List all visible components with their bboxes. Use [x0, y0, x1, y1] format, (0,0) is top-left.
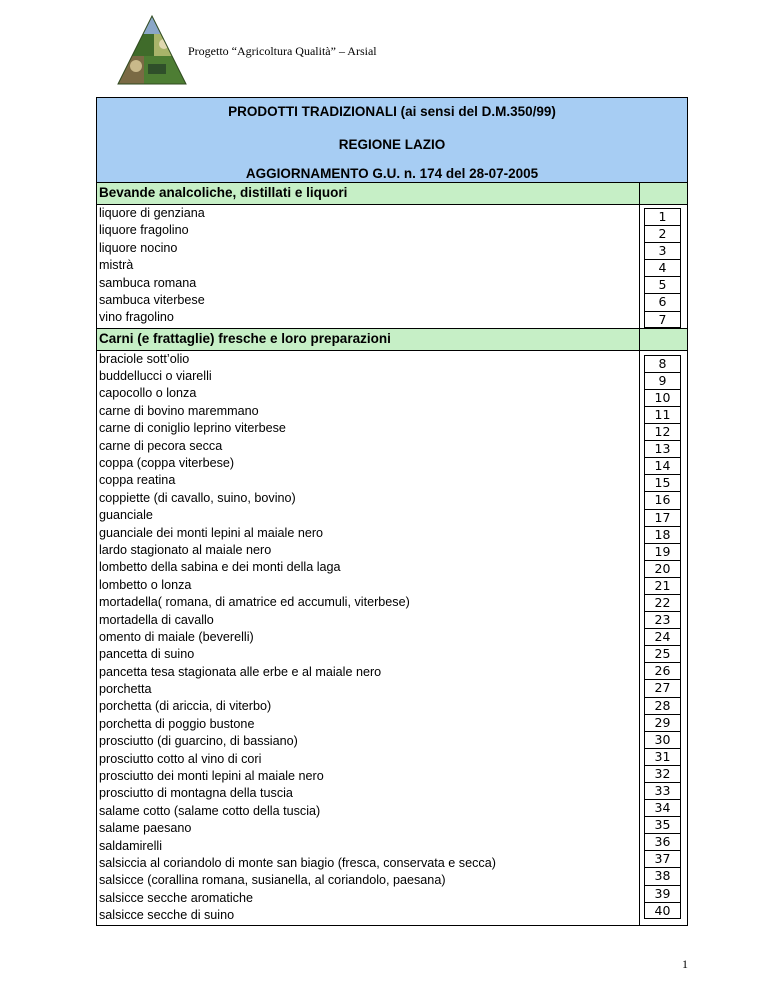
product-item: liquore fragolino — [99, 223, 189, 238]
product-item: vino fragolino — [99, 310, 174, 325]
category-group — [97, 205, 687, 329]
product-number: 40 — [644, 902, 681, 919]
product-item: omento di maiale (beverelli) — [99, 629, 254, 644]
product-item: mistrà — [99, 258, 134, 273]
product-item: coppa reatina — [99, 473, 176, 488]
category-label: Bevande analcoliche, distillati e liquori — [99, 185, 348, 200]
product-number: 7 — [644, 311, 681, 328]
product-number: 38 — [644, 867, 681, 884]
product-item: carne di bovino maremmano — [99, 403, 259, 418]
product-item: carne di pecora secca — [99, 438, 223, 453]
items-column — [97, 351, 639, 925]
product-item: salsicce secche di suino — [99, 908, 235, 923]
product-number: 2 — [644, 225, 681, 242]
product-number: 10 — [644, 389, 681, 406]
product-item: sambuca viterbese — [99, 292, 205, 307]
product-number: 30 — [644, 731, 681, 748]
product-number: 5 — [644, 276, 681, 293]
category-group — [97, 351, 687, 925]
product-item: mortadella( romana, di amatrice ed accumuli, viterbese) — [99, 595, 410, 610]
product-number: 6 — [644, 293, 681, 310]
category-label: Carni (e frattaglie) fresche e loro preparazioni — [99, 330, 391, 346]
product-item: prosciutto cotto al vino di cori — [99, 751, 262, 766]
numbers-column — [639, 351, 687, 925]
product-item: pancetta di suino — [99, 647, 195, 662]
product-number: 24 — [644, 628, 681, 645]
product-number: 11 — [644, 406, 681, 423]
product-item: carne di coniglio leprino viterbese — [99, 421, 286, 436]
product-number: 18 — [644, 526, 681, 543]
numbers-column — [639, 205, 687, 328]
product-number: 28 — [644, 697, 681, 714]
product-number: 23 — [644, 611, 681, 628]
product-item: sambuca romana — [99, 275, 197, 290]
product-item: liquore di genziana — [99, 206, 205, 220]
product-number: 12 — [644, 423, 681, 440]
product-number: 33 — [644, 782, 681, 799]
product-item: salsicce secche aromatiche — [99, 890, 253, 905]
product-item: buddellucci o viarelli — [99, 369, 212, 384]
product-number: 8 — [644, 355, 681, 372]
table-title-line3: AGGIORNAMENTO G.U. n. 174 del 28-07-2005 — [245, 166, 539, 181]
product-item: lombetto della sabina e dei monti della laga — [99, 560, 341, 575]
product-item: guanciale — [99, 508, 153, 523]
product-number: 34 — [644, 799, 681, 816]
product-number: 4 — [644, 259, 681, 276]
product-number: 31 — [644, 748, 681, 765]
table-title-line1: PRODOTTI TRADIZIONALI (ai sensi del D.M.350/99) — [228, 104, 556, 119]
product-number: 21 — [644, 577, 681, 594]
product-number: 36 — [644, 833, 681, 850]
product-number: 16 — [644, 491, 681, 508]
product-number: 29 — [644, 714, 681, 731]
products-table — [96, 97, 688, 926]
product-number: 15 — [644, 474, 681, 491]
items-column — [97, 205, 639, 328]
product-item: braciole sott’olio — [99, 351, 190, 366]
product-item: lombetto o lonza — [99, 577, 192, 592]
product-number: 20 — [644, 560, 681, 577]
category-row — [97, 329, 687, 351]
product-number: 1 — [644, 208, 681, 225]
product-item: porchetta — [99, 682, 152, 697]
product-number: 13 — [644, 440, 681, 457]
product-number: 37 — [644, 850, 681, 867]
product-item: guanciale dei monti lepini al maiale nero — [99, 525, 324, 540]
product-item: lardo stagionato al maiale nero — [99, 542, 272, 557]
category-row — [97, 183, 687, 205]
product-item: coppiette (di cavallo, suino, bovino) — [99, 490, 296, 505]
product-item: salsiccia al coriandolo di monte san biagio (fresca, conservata e secca) — [99, 855, 496, 870]
table-title-block — [97, 98, 687, 183]
product-item: capocollo o lonza — [99, 386, 197, 401]
product-number: 14 — [644, 457, 681, 474]
product-number: 19 — [644, 543, 681, 560]
page-header: Progetto “Agricoltura Qualità” – Arsial — [188, 44, 377, 58]
arsial-triangle-logo-icon — [114, 12, 190, 88]
product-number: 17 — [644, 509, 681, 526]
product-item: prosciutto (di guarcino, di bassiano) — [99, 734, 298, 749]
product-number: 3 — [644, 242, 681, 259]
product-item: salame paesano — [99, 821, 192, 836]
product-number: 22 — [644, 594, 681, 611]
product-item: prosciutto dei monti lepini al maiale nero — [99, 769, 324, 784]
product-number: 32 — [644, 765, 681, 782]
product-number: 26 — [644, 662, 681, 679]
product-item: coppa (coppa viterbese) — [99, 456, 235, 470]
product-item: saldamirelli — [99, 838, 162, 853]
product-item: salsicce (corallina romana, susianella, al coriandolo, paesana) — [99, 873, 446, 888]
product-item: liquore nocino — [99, 240, 178, 255]
product-number: 35 — [644, 816, 681, 833]
product-item: salame cotto (salame cotto della tuscia) — [99, 803, 321, 818]
product-number: 27 — [644, 679, 681, 696]
product-number: 25 — [644, 645, 681, 662]
product-number: 39 — [644, 885, 681, 902]
product-number: 9 — [644, 372, 681, 389]
product-item: porchetta (di ariccia, di viterbo) — [99, 699, 272, 714]
page-number: 1 — [682, 957, 688, 971]
table-title-line2: REGIONE LAZIO — [338, 137, 446, 152]
product-item: pancetta tesa stagionata alle erbe e al maiale nero — [99, 664, 382, 679]
product-item: prosciutto di montagna della tuscia — [99, 786, 293, 801]
product-item: porchetta di poggio bustone — [99, 716, 255, 731]
product-item: mortadella di cavallo — [99, 612, 214, 627]
